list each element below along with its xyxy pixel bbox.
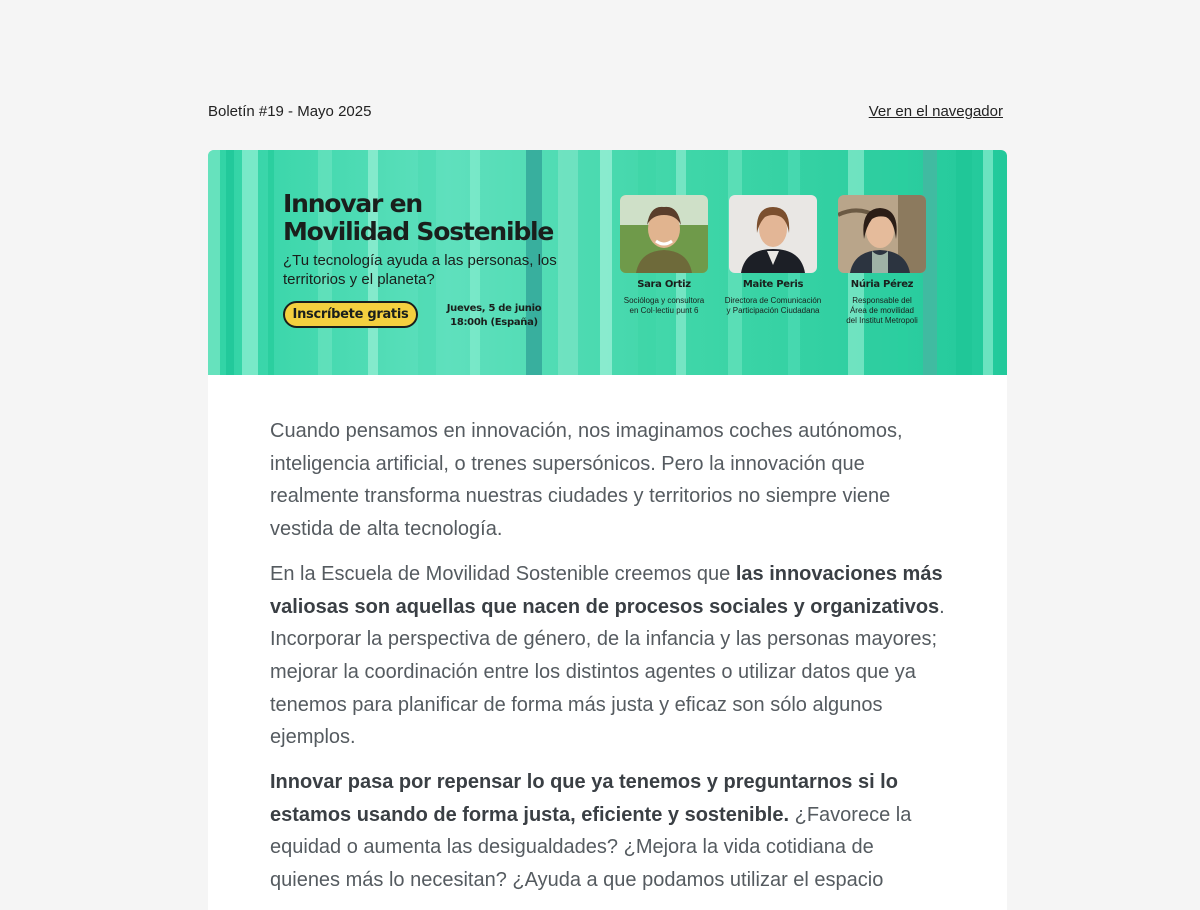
body-emphasis: Innovar pasa por repensar lo que ya tenemos y preguntarnos si lo estamos usando de forma justa, eficiente y sostenible. xyxy=(270,771,898,826)
newsletter-card xyxy=(208,150,1007,910)
event-date-day: Jueves, 5 de junio xyxy=(446,303,542,314)
body-paragraph: Cuando pensamos en innovación, nos imaginamos coches autónomos, inteligencia artificial, o trenes supersónicos. Pero la innovación que realmente transforma nuestras ciudades y territorios no siempre viene vestida de alta tecnología. xyxy=(270,420,903,541)
speaker-card xyxy=(713,195,833,316)
newsletter-header xyxy=(208,103,1003,120)
event-date-time: 18:00h (España) xyxy=(450,317,538,328)
event-date xyxy=(444,302,544,330)
speaker-name: Maite Peris xyxy=(742,279,804,290)
speaker-photo xyxy=(729,195,817,273)
speaker-role: Directora de Comunicación y Participación Ciudadana xyxy=(724,296,822,315)
speaker-photo xyxy=(838,195,926,273)
body-paragraph: Innovar pasa por repensar lo que ya tenemos y preguntarnos si lo estamos usando de forma justa, eficiente y sostenible. ¿Favorece la equidad o aumenta las desigualdades? ¿Mejora la vida cotidiana de quienes más lo necesitan? ¿Ayuda a que podamos utilizar el espacio xyxy=(270,771,912,892)
body-emphasis: las innovaciones más valiosas son aquellas que nacen de procesos sociales y organizativos xyxy=(270,562,943,618)
speaker-role: Socióloga y consultora en Col·lectiu punt 6 xyxy=(623,296,705,315)
banner-subtitle: ¿Tu tecnología ayuda a las personas, los territorios y el planeta? xyxy=(283,252,557,288)
newsletter-body xyxy=(208,375,1007,897)
banner-title xyxy=(283,190,553,246)
speaker-name: Sara Ortiz xyxy=(637,279,691,290)
event-banner[interactable] xyxy=(208,150,1007,375)
view-in-browser-link[interactable]: Ver en el navegador xyxy=(868,103,1003,120)
issue-label: Boletín #19 - Mayo 2025 xyxy=(208,103,372,120)
banner-title-line1: Innovar en xyxy=(283,189,423,218)
speaker-role: Responsable del Área de movilidad del Institut Metropoli xyxy=(846,296,918,325)
speaker-card xyxy=(822,195,942,326)
speaker-card xyxy=(604,195,724,316)
body-paragraph: En la Escuela de Movilidad Sostenible creemos que las innovaciones más valiosas son aquellas que nacen de procesos sociales y organizativos. Incorporar la perspectiva de género, de la infancia y las personas mayores; mejorar la coordinación entre los distintos agentes o utilizar datos que ya tenemos para planificar de forma más justa y eficaz son sólo algunos ejemplos. xyxy=(270,562,945,749)
speaker-name: Núria Pérez xyxy=(850,279,914,290)
register-button[interactable]: Inscríbete gratis xyxy=(283,301,418,328)
speaker-photo xyxy=(620,195,708,273)
banner-title-line2: Movilidad Sostenible xyxy=(283,217,554,246)
